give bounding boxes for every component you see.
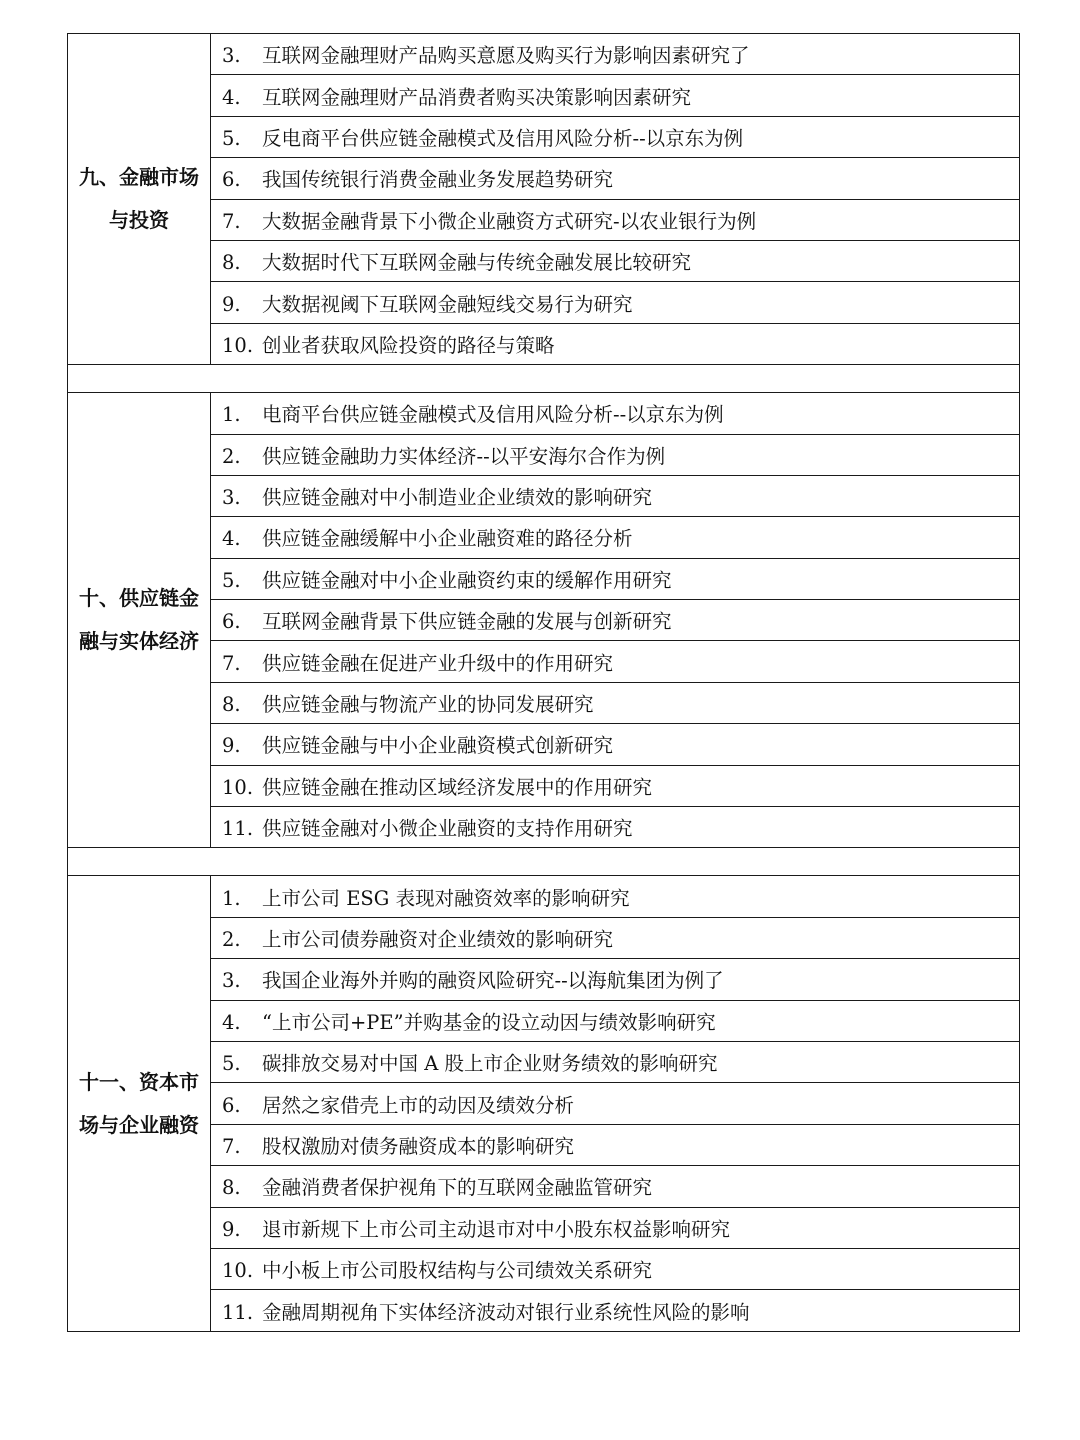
topic-title: “上市公司+PE”并购基金的设立动因与绩效影响研究 xyxy=(262,1010,716,1034)
table-row xyxy=(68,240,1020,281)
category-cell xyxy=(68,876,211,1331)
table-row xyxy=(68,1290,1020,1331)
topic-title: 供应链金融助力实体经济--以平安海尔合作为例 xyxy=(262,444,666,468)
topic-number: 6. xyxy=(222,610,241,634)
topic-number: 9. xyxy=(222,1217,241,1241)
topic-cell xyxy=(211,600,1020,641)
category-cell xyxy=(68,393,211,848)
topic-number: 11. xyxy=(222,1300,254,1324)
topic-title: 大数据时代下互联网金融与传统金融发展比较研究 xyxy=(262,251,692,275)
topic-title: 金融周期视角下实体经济波动对银行业系统性风险的影响 xyxy=(262,1300,750,1324)
topic-title: 上市公司债券融资对企业绩效的影响研究 xyxy=(262,928,614,951)
table-row xyxy=(68,434,1020,475)
table-row xyxy=(68,1248,1020,1289)
topic-number: 5. xyxy=(222,568,241,592)
topic-number: 9. xyxy=(222,292,241,316)
table-row xyxy=(68,807,1020,848)
topic-cell xyxy=(211,1207,1020,1248)
table-row xyxy=(68,158,1020,199)
topic-title: 反电商平台供应链金融模式及信用风险分析--以京东为例 xyxy=(262,126,744,150)
topics-table xyxy=(67,33,1020,1332)
topic-cell xyxy=(211,434,1020,475)
topic-cell xyxy=(211,475,1020,516)
topic-number: 5. xyxy=(222,126,241,150)
topic-title: 上市公司 ESG 表现对融资效率的影响研究 xyxy=(262,886,630,910)
topic-number: 3. xyxy=(222,969,241,993)
table-row xyxy=(68,282,1020,323)
topic-cell xyxy=(211,158,1020,199)
topic-cell xyxy=(211,323,1020,364)
topic-title: 中小板上市公司股权结构与公司绩效关系研究 xyxy=(262,1259,653,1283)
topic-cell xyxy=(211,34,1020,75)
table-row xyxy=(68,1083,1020,1124)
topic-cell xyxy=(211,724,1020,765)
empty-cell xyxy=(68,365,1020,393)
topic-number: 10. xyxy=(222,775,254,799)
table-row xyxy=(68,199,1020,240)
topic-title: 居然之家借壳上市的动因及绩效分析 xyxy=(262,1093,575,1117)
topic-number: 1. xyxy=(222,886,241,910)
table-row xyxy=(68,724,1020,765)
topic-number: 4. xyxy=(222,527,241,551)
topic-title: 电商平台供应链金融模式及信用风险分析--以京东为例 xyxy=(262,403,724,427)
table-row xyxy=(68,641,1020,682)
topic-title: 我国传统银行消费金融业务发展趋势研究 xyxy=(262,168,614,192)
table-row xyxy=(68,959,1020,1000)
table-row xyxy=(68,682,1020,723)
topic-cell xyxy=(211,240,1020,281)
category-label: 十一、资本市场与企业融资 xyxy=(79,1069,199,1137)
table-row xyxy=(68,917,1020,958)
topic-cell xyxy=(211,199,1020,240)
topic-cell xyxy=(211,1290,1020,1331)
topic-cell xyxy=(211,393,1020,434)
topic-number: 7. xyxy=(222,209,241,233)
table-row xyxy=(68,393,1020,434)
topic-number: 7. xyxy=(222,651,241,675)
table-row xyxy=(68,323,1020,364)
topic-title: 供应链金融与中小企业融资模式创新研究 xyxy=(262,734,614,758)
topic-title: 大数据金融背景下小微企业融资方式研究-以农业银行为例 xyxy=(262,209,757,233)
topic-title: 退市新规下上市公司主动退市对中小股东权益影响研究 xyxy=(262,1217,731,1241)
topic-cell xyxy=(211,1041,1020,1082)
table-row xyxy=(68,475,1020,516)
topic-number: 1. xyxy=(222,403,241,427)
topic-title: 供应链金融对中小制造业企业绩效的影响研究 xyxy=(262,486,653,510)
topic-cell xyxy=(211,116,1020,157)
topic-cell xyxy=(211,1083,1020,1124)
topic-title: 供应链金融与物流产业的协同发展研究 xyxy=(262,693,594,717)
topic-number: 3. xyxy=(222,44,241,68)
table-row xyxy=(68,1041,1020,1082)
table-row xyxy=(68,34,1020,75)
topic-number: 2. xyxy=(222,928,241,951)
topic-title: 创业者获取风险投资的路径与策略 xyxy=(262,333,555,357)
table-row xyxy=(68,75,1020,116)
table-row xyxy=(68,517,1020,558)
topic-title: 股权激励对债务融资成本的影响研究 xyxy=(262,1134,575,1158)
topic-title: 互联网金融理财产品购买意愿及购买行为影响因素研究了 xyxy=(262,44,750,68)
topic-title: 大数据视阈下互联网金融短线交易行为研究 xyxy=(262,292,633,316)
topic-number: 4. xyxy=(222,85,241,109)
table-row xyxy=(68,1124,1020,1165)
topic-cell xyxy=(211,1000,1020,1041)
table-row xyxy=(68,765,1020,806)
topic-cell xyxy=(211,282,1020,323)
topic-number: 9. xyxy=(222,734,241,758)
topic-number: 5. xyxy=(222,1052,241,1076)
topic-cell xyxy=(211,1124,1020,1165)
spacer-row xyxy=(68,365,1020,393)
topic-title: 互联网金融理财产品消费者购买决策影响因素研究 xyxy=(262,85,692,109)
topic-title: 供应链金融缓解中小企业融资难的路径分析 xyxy=(262,527,633,551)
topic-number: 3. xyxy=(222,486,241,510)
topic-cell xyxy=(211,75,1020,116)
category-cell xyxy=(68,34,211,365)
category-label: 十、供应链金融与实体经济 xyxy=(79,586,199,654)
topic-number: 6. xyxy=(222,168,241,192)
topic-cell xyxy=(211,517,1020,558)
table-row xyxy=(68,1166,1020,1207)
topic-number: 7. xyxy=(222,1134,241,1158)
topic-cell xyxy=(211,558,1020,599)
table-row xyxy=(68,1207,1020,1248)
topic-number: 10. xyxy=(222,333,254,357)
topic-number: 11. xyxy=(222,817,254,841)
topic-cell xyxy=(211,682,1020,723)
table-row xyxy=(68,600,1020,641)
topic-title: 供应链金融对中小企业融资约束的缓解作用研究 xyxy=(262,568,672,592)
topic-cell xyxy=(211,959,1020,1000)
table-row xyxy=(68,1000,1020,1041)
topic-number: 8. xyxy=(222,251,241,275)
table-row xyxy=(68,116,1020,157)
table-row xyxy=(68,876,1020,917)
topic-title: 金融消费者保护视角下的互联网金融监管研究 xyxy=(262,1176,653,1200)
topic-title: 供应链金融在促进产业升级中的作用研究 xyxy=(262,651,614,675)
topic-number: 8. xyxy=(222,693,241,717)
topic-title: 供应链金融在推动区域经济发展中的作用研究 xyxy=(262,775,653,799)
topic-title: 供应链金融对小微企业融资的支持作用研究 xyxy=(262,817,633,841)
topic-number: 10. xyxy=(222,1259,254,1283)
empty-cell xyxy=(68,848,1020,876)
topic-cell xyxy=(211,641,1020,682)
topic-cell xyxy=(211,765,1020,806)
topic-title: 互联网金融背景下供应链金融的发展与创新研究 xyxy=(262,610,672,634)
topic-title: 碳排放交易对中国 A 股上市企业财务绩效的影响研究 xyxy=(262,1052,718,1076)
topic-title: 我国企业海外并购的融资风险研究--以海航集团为例了 xyxy=(262,969,724,993)
spacer-row xyxy=(68,848,1020,876)
topic-number: 4. xyxy=(222,1010,241,1034)
topic-number: 2. xyxy=(222,444,241,468)
topic-number: 6. xyxy=(222,1093,241,1117)
table-row xyxy=(68,558,1020,599)
topic-cell xyxy=(211,1248,1020,1289)
topic-cell xyxy=(211,807,1020,848)
category-label: 九、金融市场与投资 xyxy=(79,165,199,233)
topic-number: 8. xyxy=(222,1176,241,1200)
topic-cell xyxy=(211,1166,1020,1207)
topic-cell xyxy=(211,876,1020,917)
topic-cell xyxy=(211,917,1020,958)
